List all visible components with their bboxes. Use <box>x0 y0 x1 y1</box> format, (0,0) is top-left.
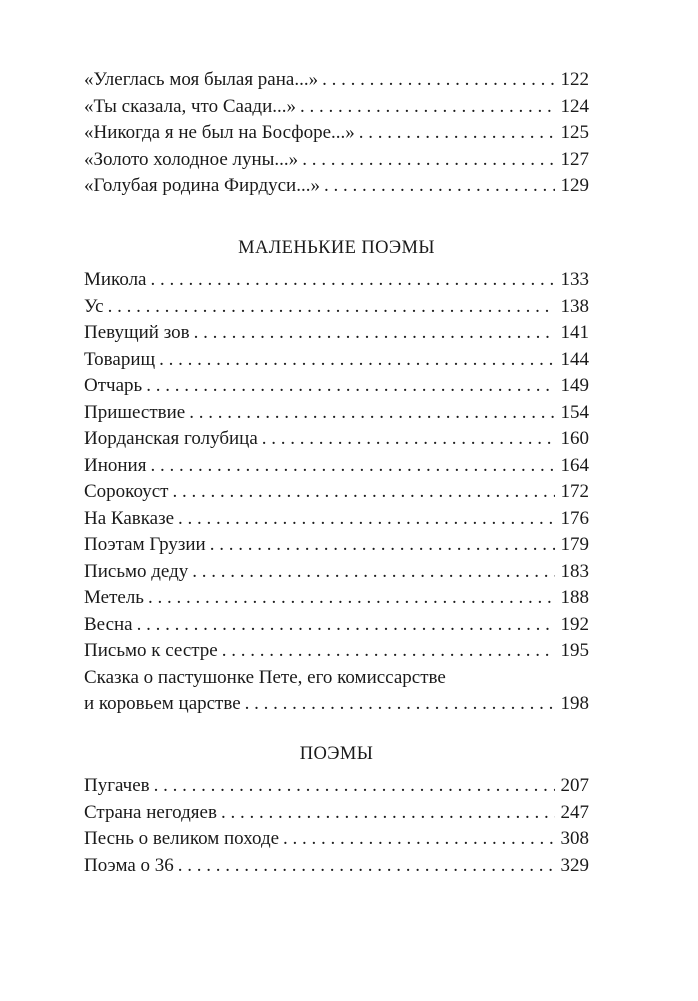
toc-entry <box>84 373 589 400</box>
dot-leader <box>150 453 554 480</box>
toc-entry-page: 125 <box>560 122 589 143</box>
toc-entry <box>84 559 589 586</box>
dot-leader <box>210 532 555 559</box>
toc-entry-long-line2 <box>84 691 589 718</box>
toc-entry-page: 164 <box>560 454 589 476</box>
toc-entry-title: Отчарь <box>84 375 143 396</box>
toc-entry-page: 176 <box>560 507 589 529</box>
toc-entry <box>84 506 589 533</box>
dot-leader <box>172 479 554 506</box>
toc-entry-page: 188 <box>560 587 589 608</box>
toc-entry-title: Письмо к сестре <box>84 640 218 661</box>
toc-entry <box>84 479 589 506</box>
toc-entry-page: 127 <box>560 148 589 170</box>
toc-entry-title: Ус <box>84 295 104 317</box>
toc-entry <box>84 453 589 480</box>
toc-entry <box>84 612 589 639</box>
dot-leader <box>108 294 555 321</box>
toc-entry-title: «Голубая родина Фирдуси...» <box>84 175 320 196</box>
toc-entry-title: «Золото холодное луны...» <box>84 148 299 170</box>
section-heading-poems: ПОЭМЫ <box>299 744 374 764</box>
toc-entry-page: 160 <box>560 428 589 449</box>
toc-entry <box>84 347 589 374</box>
toc-entry-title: Пугачев <box>84 775 150 796</box>
toc-entry-page: 195 <box>560 640 589 661</box>
dot-leader <box>302 147 554 174</box>
toc-entry-page: 172 <box>560 481 589 502</box>
dot-leader <box>154 773 555 800</box>
toc-entry <box>84 173 589 200</box>
toc-entry-title: Метель <box>84 587 144 608</box>
toc-entry-title: Песнь о великом походе <box>84 828 280 849</box>
dot-leader <box>322 67 554 94</box>
dot-leader <box>245 691 555 718</box>
dot-leader <box>324 173 555 200</box>
toc-entry <box>84 532 589 559</box>
section-heading-small-poems: МАЛЕНЬКИЕ ПОЭМЫ <box>238 238 435 258</box>
toc-entry-title: Иорданская голубица <box>84 428 258 449</box>
toc-entry-page: 138 <box>560 295 589 317</box>
toc-entry-page: 329 <box>560 854 589 876</box>
toc-entry <box>84 147 589 174</box>
toc-entry <box>84 294 589 321</box>
dot-leader <box>178 853 555 880</box>
toc-entry-page: 141 <box>560 322 589 343</box>
toc-entry-page: 122 <box>560 69 589 90</box>
toc-entry-page: 149 <box>560 375 589 396</box>
toc-entry-title: Сорокоуст <box>84 481 169 502</box>
dot-leader <box>159 347 554 374</box>
dot-leader <box>283 826 554 853</box>
toc-entry-page: 192 <box>560 613 589 635</box>
toc-entry-page: 183 <box>560 560 589 582</box>
toc-entry-title: Певущий зов <box>84 322 190 343</box>
toc-entry-page: 179 <box>560 534 589 555</box>
toc-entry-page: 207 <box>560 775 589 796</box>
toc-entry <box>84 773 589 800</box>
dot-leader <box>192 559 554 586</box>
toc-top-list <box>84 67 589 200</box>
toc-entry <box>84 320 589 347</box>
toc-entry-title: и коровьем царстве <box>84 693 241 714</box>
toc-small-poems-list <box>84 267 589 718</box>
dot-leader <box>221 800 555 827</box>
toc-entry-title: Поэтам Грузии <box>84 534 206 555</box>
toc-entry <box>84 826 589 853</box>
toc-entry-page: 124 <box>560 95 589 117</box>
toc-entry-title: Письмо деду <box>84 560 189 582</box>
toc-poems-list <box>84 773 589 879</box>
dot-leader <box>262 426 555 453</box>
dot-leader <box>178 506 554 533</box>
toc-entry <box>84 267 589 294</box>
toc-entry-page: 129 <box>560 175 589 196</box>
toc-entry <box>84 426 589 453</box>
dot-leader <box>148 585 555 612</box>
toc-entry-page: 198 <box>560 693 589 714</box>
toc-entry <box>84 67 589 94</box>
dot-leader <box>137 612 555 639</box>
toc-entry-long-line1 <box>84 665 589 692</box>
toc-entry-title: Поэма о 36 <box>84 854 174 876</box>
dot-leader <box>222 638 555 665</box>
toc-entry <box>84 94 589 121</box>
toc-entry-title: На Кавказе <box>84 507 175 529</box>
dot-leader <box>151 267 555 294</box>
toc-entry <box>84 400 589 427</box>
toc-entry-title: Микола <box>84 269 147 290</box>
toc-entry-title: Весна <box>84 613 133 635</box>
toc-entry <box>84 638 589 665</box>
dot-leader <box>146 373 554 400</box>
toc-entry-page: 133 <box>560 269 589 290</box>
toc-entry-title: Инония <box>84 454 147 476</box>
toc-entry-title: «Никогда я не был на Босфоре...» <box>84 122 355 143</box>
toc-entry-page: 247 <box>560 801 589 823</box>
toc-entry-title: Товарищ <box>84 348 156 370</box>
toc-entry-title: Пришествие <box>84 401 186 423</box>
toc-entry <box>84 585 589 612</box>
dot-leader <box>300 94 555 121</box>
dot-leader <box>359 120 555 147</box>
toc-entry-title: «Ты сказала, что Саади...» <box>84 95 296 117</box>
dot-leader <box>194 320 555 347</box>
toc-entry-title: «Улеглась моя былая рана...» <box>84 69 319 90</box>
toc-entry-page: 154 <box>560 401 589 423</box>
toc-entry-page: 144 <box>560 348 589 370</box>
toc-entry <box>84 120 589 147</box>
toc-entry-page: 308 <box>560 828 589 849</box>
toc-entry <box>84 800 589 827</box>
toc-entry-title: Страна негодяев <box>84 801 217 823</box>
toc-entry <box>84 853 589 880</box>
toc-entry-title: Сказка о пастушонке Пете, его комиссарстве <box>84 666 446 688</box>
dot-leader <box>189 400 554 427</box>
